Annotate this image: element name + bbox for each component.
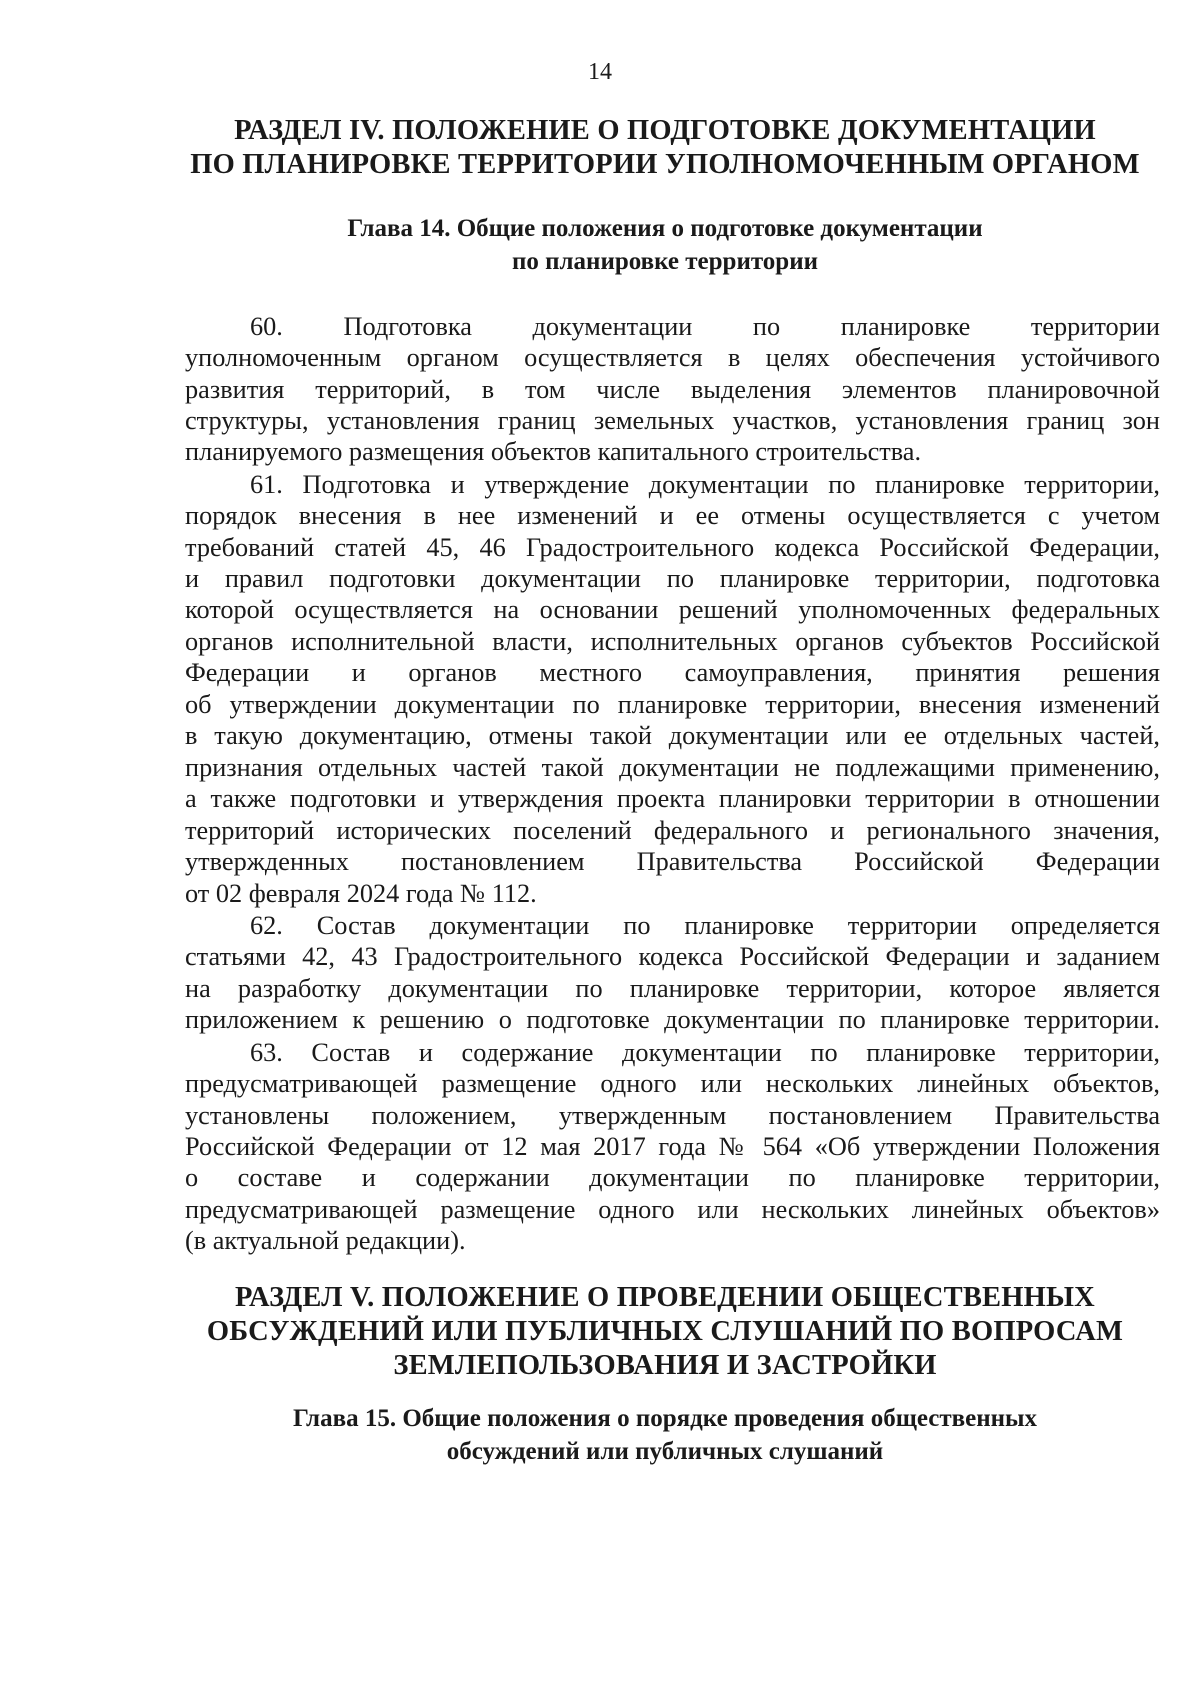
chapter-15-heading <box>170 1402 1160 1468</box>
paragraph-63-line: (в актуальной редакции). <box>185 1226 466 1255</box>
section-5-heading-line-1: РАЗДЕЛ V. ПОЛОЖЕНИЕ О ПРОВЕДЕНИИ ОБЩЕСТВЕННЫХ <box>235 1282 1095 1313</box>
section-4-heading-line-1: РАЗДЕЛ IV. ПОЛОЖЕНИЕ О ПОДГОТОВКЕ ДОКУМЕНТАЦИИ <box>234 115 1096 146</box>
paragraph-60-line: планируемого размещения объектов капитального строительства. <box>185 437 922 466</box>
paragraph-61-line: Федерации и органов местного самоуправления, принятия решения <box>185 658 1160 687</box>
paragraph-60-line: 60. Подготовка документации по планировке территории <box>250 312 1160 341</box>
paragraph-60-line: развития территорий, в том числе выделения элементов планировочной <box>185 375 1160 404</box>
section-4-heading-line-2: ПО ПЛАНИРОВКЕ ТЕРРИТОРИИ УПОЛНОМОЧЕННЫМ ОРГАНОМ <box>190 149 1140 180</box>
paragraph-63-line: предусматривающей размещение одного или нескольких линейных объектов» <box>185 1195 1160 1224</box>
paragraph-63-line: о составе и содержании документации по планировке территории, <box>185 1163 1160 1192</box>
paragraph-61-line: 61. Подготовка и утверждение документации по планировке территории, <box>250 470 1160 499</box>
chapter-14-heading-line-1: Глава 14. Общие положения о подготовке документации <box>347 215 983 242</box>
chapter-15-heading-line-2: обсуждений или публичных слушаний <box>446 1438 884 1465</box>
paragraph-63-line: предусматривающей размещение одного или нескольких линейных объектов, <box>185 1069 1160 1098</box>
paragraph-61-line: которой осуществляется на основании решений уполномоченных федеральных <box>185 595 1160 624</box>
paragraph-61-line: и правил подготовки документации по планировке территории, подготовка <box>185 564 1160 593</box>
chapter-15-heading-line-1: Глава 15. Общие положения о порядке проведения общественных <box>292 1405 1038 1432</box>
paragraph-63-line: установлены положением, утвержденным постановлением Правительства <box>185 1101 1160 1130</box>
section-5-heading-line-2: ОБСУЖДЕНИЙ ИЛИ ПУБЛИЧНЫХ СЛУШАНИЙ ПО ВОПРОСАМ <box>206 1316 1124 1347</box>
paragraph-63-line: 63. Состав и содержание документации по планировке территории, <box>250 1038 1160 1067</box>
paragraph-61-line: утвержденных постановлением Правительства Российской Федерации <box>185 847 1160 876</box>
chapter-14-heading-line-2: по планировке территории <box>511 248 819 275</box>
page-number: 14 <box>588 59 612 85</box>
paragraph-61-line: об утверждении документации по планировке территории, внесения изменений <box>185 690 1160 719</box>
paragraph-61-line: порядок внесения в нее изменений и ее отмены осуществляется с учетом <box>185 501 1160 530</box>
paragraph-63-line: Российской Федерации от 12 мая 2017 года № 564 «Об утверждении Положения <box>185 1132 1160 1161</box>
section-4-heading <box>170 114 1160 182</box>
paragraph-62-line: приложением к решению о подготовке документации по планировке территории. <box>185 1005 1160 1034</box>
paragraph-62-line: 62. Состав документации по планировке территории определяется <box>250 911 1160 940</box>
paragraph-62-line: на разработку документации по планировке территории, которое является <box>185 974 1160 1003</box>
paragraph-61-line: от 02 февраля 2024 года № 112. <box>185 879 537 908</box>
paragraph-61-line: требований статей 45, 46 Градостроительного кодекса Российской Федерации, <box>185 533 1160 562</box>
chapter-14-heading <box>170 212 1160 278</box>
paragraph-61-line: органов исполнительной власти, исполнительных органов субъектов Российской <box>185 627 1160 656</box>
paragraph-61-line: территорий исторических поселений федерального и регионального значения, <box>185 816 1160 845</box>
paragraph-61-line: в такую документацию, отмены такой документации или ее отдельных частей, <box>185 721 1160 750</box>
section-5-heading-line-3: ЗЕМЛЕПОЛЬЗОВАНИЯ И ЗАСТРОЙКИ <box>393 1350 937 1381</box>
paragraph-60-line: уполномоченным органом осуществляется в целях обеспечения устойчивого <box>185 343 1160 372</box>
section-5-heading <box>170 1281 1160 1383</box>
paragraph-60-line: структуры, установления границ земельных участков, установления границ зон <box>185 406 1160 435</box>
paragraph-61-line: признания отдельных частей такой документации не подлежащими применению, <box>185 753 1160 782</box>
paragraph-61-line: а также подготовки и утверждения проекта планировки территории в отношении <box>185 784 1160 813</box>
paragraph-62-line: статьями 42, 43 Градостроительного кодекса Российской Федерации и заданием <box>185 942 1160 971</box>
